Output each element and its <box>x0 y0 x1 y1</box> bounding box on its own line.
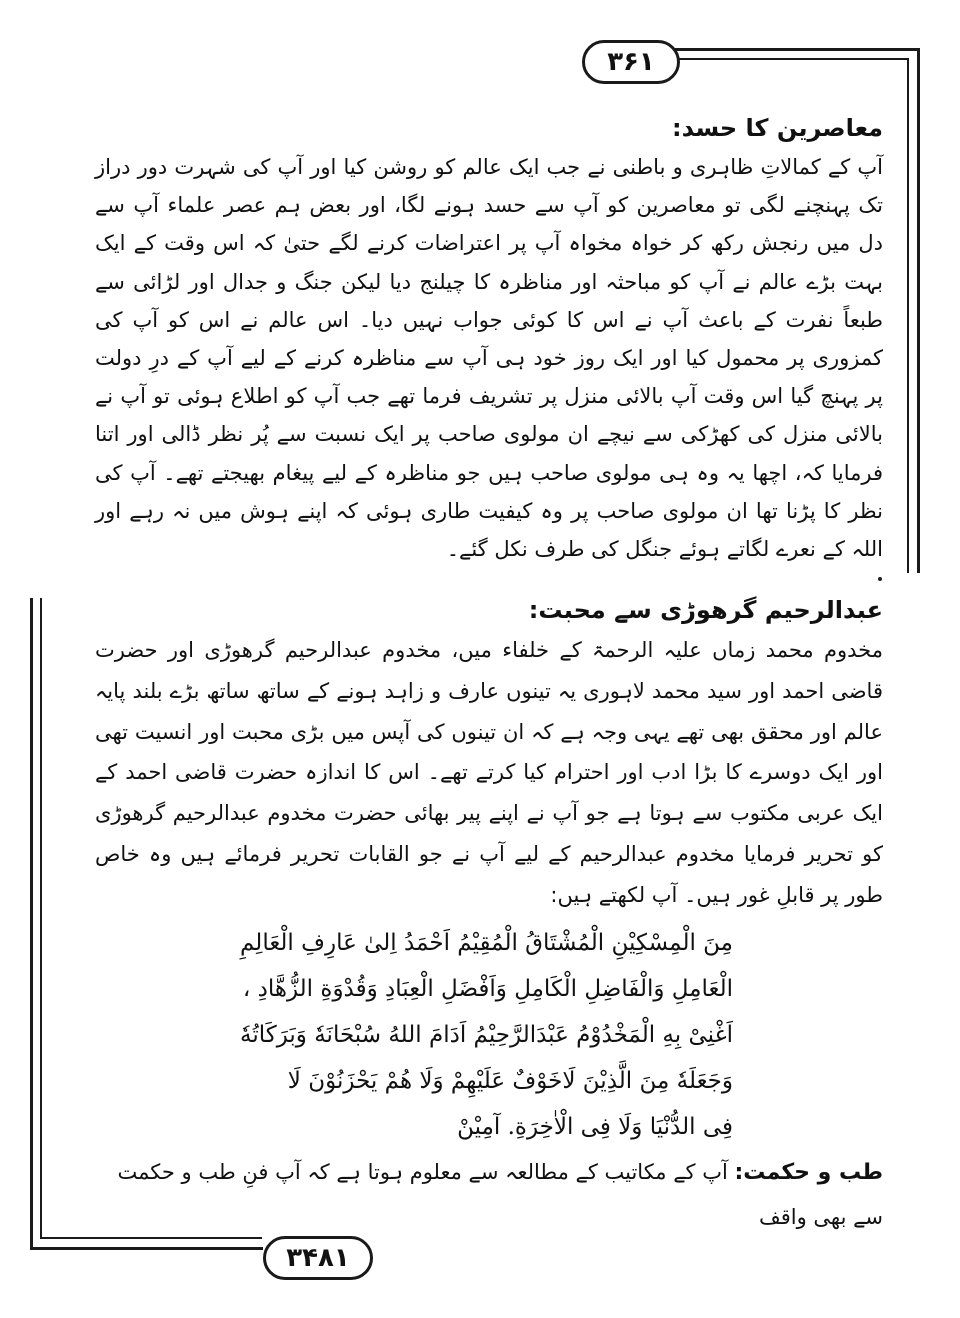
page-frame-bottom-outer <box>30 1247 263 1250</box>
section-heading: معاصرین کا حسد: <box>671 114 883 142</box>
page-frame-top-outer <box>675 48 920 51</box>
margin-dot <box>878 577 882 581</box>
section-paragraph: آپ کے مکاتیب کے مطالعہ سے معلوم ہوتا ہے کہ آپ فنِ طب و حکمت سے بھی واقف <box>117 1159 883 1229</box>
section-contemporaries <box>95 108 883 568</box>
page-frame-right-inner <box>907 58 909 573</box>
section-paragraph: مخدوم محمد زماں علیہ الرحمۃ کے خلفاء میں، مخدوم عبدالرحیم گرھوڑی اور حضرت قاضی احمد اور سید محمد لاہوری یہ تینوں عارف و زاہد ہونے کے ساتھ ساتھ بڑے بلند پایہ عالم اور محقق بھی تھے یہی وجہ ہے کہ ان تینوں کی آپس میں بڑی محبت اور انسیت تھی اور ایک دوسرے کا بڑا ادب اور احترام کیا کرتے تھے۔ اس کا اندازہ حضرت قاضی احمد کے ایک عربی مکتوب سے ہوتا ہے جو آپ نے اپنے پیر بھائی حضرت مخدوم عبدالرحیم گرھوڑی کو تحریر فرمایا مخدوم عبدالرحیم کے لیے آپ نے جو القابات تحریر فرمائے ہیں وہ خاص طور پر قابلِ غور ہیں۔ آپ لکھتے ہیں: <box>95 638 883 907</box>
page-frame-left-inner <box>40 598 42 1238</box>
page-frame-left-outer <box>30 598 33 1248</box>
page-frame-right-outer <box>917 48 920 573</box>
arabic-quote-line: فِى الدُّنْيَا وَلَا فِى الْاٰخِرَةِ. آمِيْنْ <box>457 1113 733 1140</box>
page-frame-top-inner <box>675 58 909 60</box>
page-number-bottom: ۳۴۸۱ <box>263 1236 373 1280</box>
section-love <box>95 590 883 1239</box>
arabic-quote <box>155 920 733 1150</box>
arabic-quote-line: وَجَعَلَهٗ مِنَ الَّذِيْنَ لَاخَوْفٌ عَلَيْهِمْ وَلَا هُمْ يَحْزَنُوْنَ لَا <box>287 1067 733 1094</box>
section-paragraph: آپ کے کمالاتِ ظاہری و باطنی نے جب ایک عالم کو روشن کیا اور آپ کی شہرت دور دراز تک پہنچنے لگی تو معاصرین کو آپ سے حسد ہونے لگا، اور بعض ہم عصر علماء آپ سے دل میں رنجش رکھ کر خواہ مخواہ آپ پر اعتراضات کرنے لگے حتیٰ کہ اس وقت کے ایک بہت بڑے عالم نے آپ کو مباحثہ اور مناظرہ کا چیلنج دیا لیکن جنگ و جدال اور لڑائی سے طبعاً نفرت کے باعث آپ نے اس کا کوئی جواب نہیں دیا۔ اس عالم نے اس کو آپ کی کمزوری پر محمول کیا اور ایک روز خود ہی آپ سے مناظرہ کرنے کے لیے آپ کے درِ دولت پر پہنچ گیا اس وقت آپ بالائی منزل پر تشریف فرما تھے جب آپ کو اطلاع ہوئی تو آپ نے بالائی منزل کی کھڑکی سے نیچے ان مولوی صاحب پر ایک نسبت سے پُر نظر ڈالی اور اتنا فرمایا کہ، اچھا یہ وہ ہی مولوی صاحب ہیں جو مناظرہ کے لیے پیغام بھیجتے تھے۔ آپ کی نظر کا پڑنا تھا ان مولوی صاحب پر وہ کیفیت طاری ہوئی کہ اپنے ہوش میں نہ رہے اور اللہ کے نعرے لگاتے ہوئے جنگل کی طرف نکل گئے۔ <box>95 155 883 562</box>
page-number-top: ۳۶۱ <box>582 40 680 84</box>
arabic-quote-line: الْعَامِلِ وَالْفَاضِلِ الْكَامِلِ وَاَفْضَلِ الْعِبَادِ وَقُدْوَةِ الزُّهَّادِ ، <box>242 975 733 1002</box>
arabic-quote-line: اَغْنِىْ بِهِ الْمَخْدُوْمُ عَبْدَالرَّحِيْمُ اَدَامَ اللهُ سُبْحَانَهٗ وَبَرَكَاتُهٗ <box>240 1021 733 1048</box>
arabic-quote-line: مِنَ الْمِسْكِيْنِ الْمُشْتَاقُ الْمُقِيْمُ اَحْمَدُ اِلىٰ عَارِفِ الْعَالِمِ <box>240 929 733 956</box>
section-medicine <box>95 1150 883 1239</box>
section-heading: عبدالرحیم گرھوڑی سے محبت: <box>528 596 883 624</box>
section-heading: طب و حکمت: <box>734 1159 883 1185</box>
